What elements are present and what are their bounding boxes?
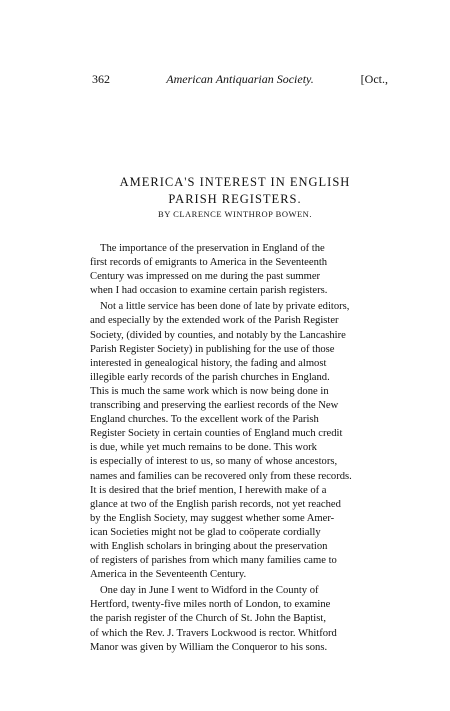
text-line: of registers of parishes from which many families came to [90,555,337,567]
text-line: of which the Rev. J. Travers Lockwood is rector. Whitford [90,627,337,639]
text-line: America in the Seventeenth Century. [90,569,247,581]
text-line: by the English Society, may suggest whether some Amer- [90,512,335,524]
text-line: Manor was given by William the Conqueror to his sons. [90,641,328,653]
text-line: illegible early records of the parish churches in England. [90,371,330,383]
text-line: England churches. To the excellent work of the Parish [90,414,319,426]
text-line: is due, while yet much remains to be done. This work [90,442,317,454]
paragraph [90,584,394,654]
running-head [92,72,388,92]
text-line: Register Society in certain counties of England much credit [90,428,343,440]
text-line: with English scholars in bringing about the preservation [90,540,328,552]
article-title-line: AMERICA'S INTEREST IN ENGLISH [119,175,351,189]
text-line: Century was impressed on me during the past summer [90,271,321,283]
text-line: It is desired that the brief mention, I herewith make of a [90,484,327,496]
journal-title: American Antiquarian Society. [166,72,314,86]
article-byline: BY CLARENCE WINTHROP BOWEN. [158,209,312,219]
date-mark: [Oct., [360,72,388,86]
text-line: ican Societies might not be glad to coöperate cordially [90,526,321,538]
text-line: when I had occasion to examine certain parish registers. [90,285,328,297]
text-line: Not a little service has been done of late by private editors, [100,301,350,313]
text-line: glance at two of the English parish records, not yet reached [90,498,341,510]
text-line: One day in June I went to Widford in the County of [100,585,319,597]
text-line: This is much the same work which is now being done in [90,385,329,397]
text-line: interested in genealogical history, the fading and almost [90,357,327,369]
text-line: Hertford, twenty-five miles north of London, to examine [90,599,331,611]
paragraph [90,300,394,582]
page-number: 362 [92,72,110,86]
article-body [90,242,394,655]
paragraph [90,242,394,298]
text-line: The importance of the preservation in England of the [100,243,325,254]
text-line: and especially by the extended work of the Parish Register [90,315,339,327]
text-line: names and families can be recovered only from these records. [90,470,352,482]
text-line: the parish register of the Church of St. John the Baptist, [90,613,326,625]
text-line: first records of emigrants to America in the Seventeenth [90,257,328,269]
text-line: is especially of interest to us, so many of whose ancestors, [90,456,338,468]
text-line: Society, (divided by counties, and notably by the Lancashire [90,329,346,341]
article-title [80,174,390,208]
article-title-line: PARISH REGISTERS. [168,192,302,206]
text-line: transcribing and preserving the earliest records of the New [90,400,339,412]
text-line: Parish Register Society) in publishing for the use of those [90,343,335,355]
